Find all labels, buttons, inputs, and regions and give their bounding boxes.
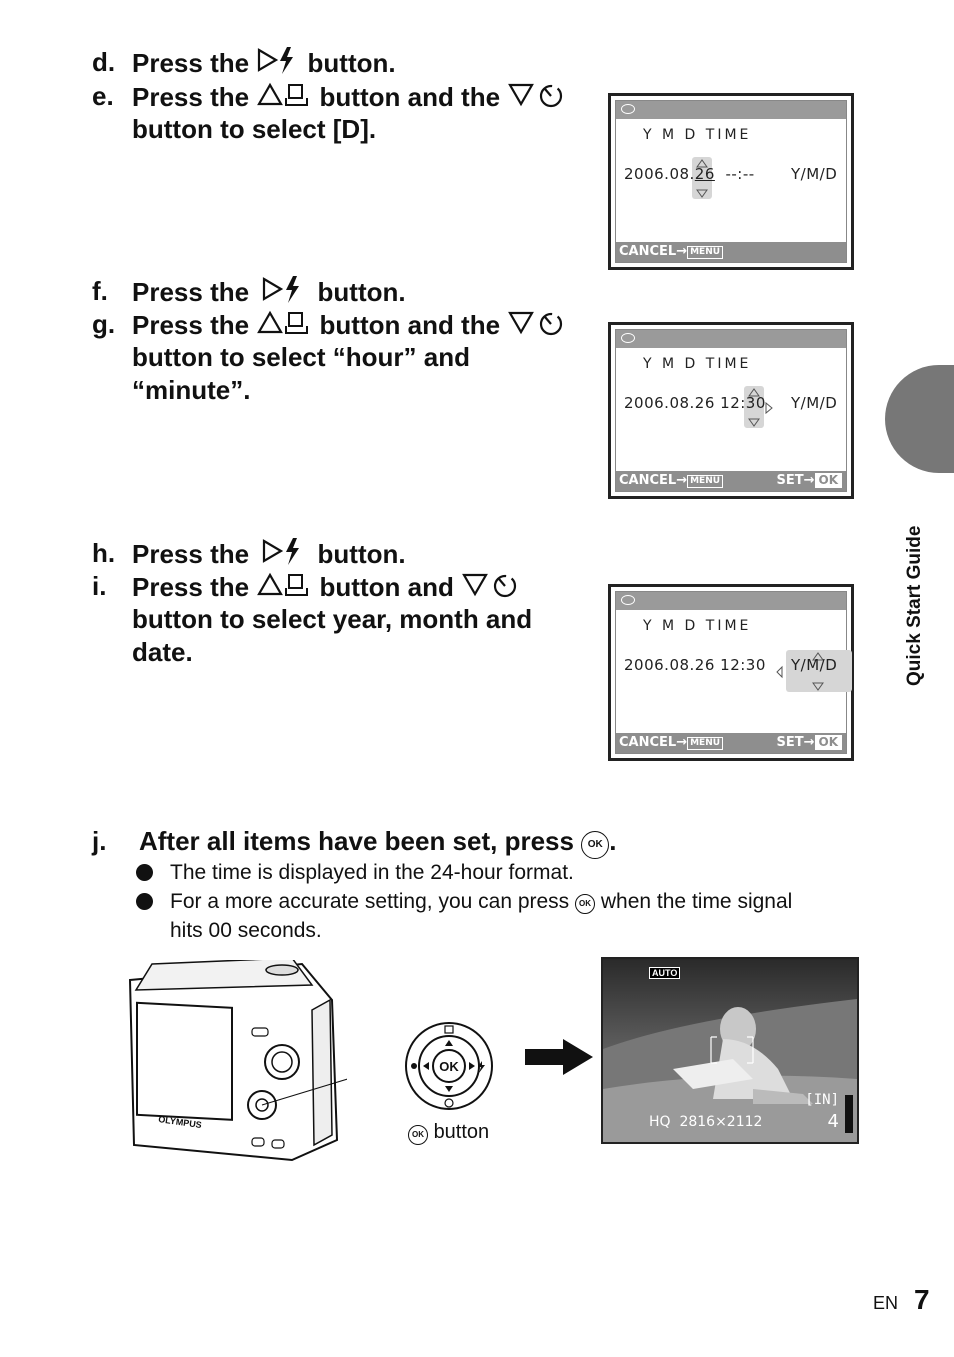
right-arrow-icon: [523, 1037, 595, 1077]
menu-label: MENU: [687, 475, 723, 488]
step-text: .: [609, 826, 617, 856]
step-text: Press the: [132, 572, 250, 602]
menu-label: MENU: [687, 246, 723, 259]
ok-button-caption: [408, 1121, 489, 1145]
clock-icon: [621, 595, 635, 605]
button-caption: button: [433, 1121, 490, 1143]
step-letter: g.: [92, 309, 116, 339]
minute-value: 30: [745, 394, 766, 412]
step-letter: e.: [92, 81, 114, 111]
up-print-button-icon: [256, 570, 312, 600]
step-text: “minute”.: [132, 375, 251, 405]
down-selftimer-button-icon: [507, 80, 565, 110]
up-print-button-icon: [256, 80, 312, 110]
step-letter: j.: [92, 826, 107, 856]
ok-label: OK: [439, 1059, 459, 1074]
right-flash-button-icon: [256, 275, 310, 305]
cancel-label: CANCEL: [619, 244, 677, 259]
language-label: EN: [873, 1293, 899, 1313]
step-text: Press the: [132, 310, 250, 340]
step-text: button and the: [319, 310, 501, 340]
lcd-screen-date-day: Y M D TIME 2006.08.26 --:-- Y/M/D CANCEL→ MENU: [608, 93, 854, 270]
right-flash-button-icon: [256, 46, 300, 76]
bullet-text: The time is displayed in the 24-hour format.: [170, 861, 574, 884]
down-selftimer-button-icon: [507, 308, 565, 338]
clock-icon: [621, 333, 635, 343]
lcd-screen-hour-minute: Y M D TIME 2006.08.26 12:30 Y/M/D CANCEL→ MENU SET→ OK: [608, 322, 854, 499]
lcd-screen-format: Y M D TIME 2006.08.26 12:30 Y/M/D CANCEL→ MENU SET→ OK: [608, 584, 854, 761]
bullet-text: [170, 887, 792, 916]
step-text: button and: [319, 572, 454, 602]
screen-header: Y M D TIME: [643, 618, 752, 634]
set-label: SET: [776, 735, 804, 750]
step-text: Press the: [132, 539, 250, 569]
format-value: Y/M/D: [791, 165, 838, 183]
step-text: After all items have been set, press: [139, 826, 574, 856]
shots-remaining: 4: [827, 1111, 839, 1132]
right-flash-button-icon: [256, 537, 310, 567]
cancel-label: CANCEL: [619, 735, 677, 750]
format-value: Y/M/D: [791, 656, 838, 674]
date-time-value: 2006.08.26 12:: [624, 394, 746, 412]
step-text: button and the: [319, 82, 501, 112]
ok-button-icon: OK: [581, 831, 609, 859]
step-letter: d.: [92, 47, 116, 77]
step-text: date.: [132, 637, 193, 667]
up-print-button-icon: [256, 308, 312, 338]
day-value: 26: [694, 165, 715, 183]
camera-illustration: [122, 960, 347, 1165]
page-number: 7: [914, 1284, 930, 1315]
bullet-icon: [136, 893, 153, 910]
side-tab: [885, 365, 954, 473]
set-label: SET: [776, 473, 804, 488]
ok-label: OK: [815, 473, 843, 488]
step-text: button to select year, month and: [132, 604, 533, 634]
camera-live-view: [601, 957, 859, 1144]
bullet-text-part: For a more accurate setting, you can press: [170, 890, 570, 913]
cancel-label: CANCEL: [619, 473, 677, 488]
ok-button-icon: OK: [408, 1125, 428, 1145]
time-value: --:--: [725, 165, 755, 183]
step-letter: h.: [92, 538, 116, 568]
step-text: button to select “hour” and: [132, 342, 470, 372]
brand-logo: OLYMPUS: [157, 1114, 203, 1131]
step-text: Press the: [132, 82, 250, 112]
bullet-text-part: when the time signal: [600, 890, 793, 913]
date-time-value: 2006.08.26 12:30: [624, 656, 766, 674]
screen-header: Y M D TIME: [643, 127, 752, 143]
step-text: button.: [317, 539, 406, 569]
screen-header: Y M D TIME: [643, 356, 752, 372]
clock-icon: [621, 104, 635, 114]
menu-label: MENU: [687, 737, 723, 750]
battery-icon: [845, 1095, 853, 1133]
ok-dial-closeup: [404, 1021, 494, 1111]
step-text: Press the: [132, 48, 250, 78]
step-text: button.: [307, 48, 396, 78]
step-text: button.: [317, 277, 406, 307]
image-quality: HQ 2816×2112: [649, 1114, 763, 1130]
down-selftimer-button-icon: [461, 570, 519, 600]
step-letter: i.: [92, 571, 107, 601]
date-value: 2006.08.: [624, 165, 695, 183]
step-text: button to select [D].: [132, 114, 377, 144]
ok-button-icon: OK: [575, 894, 595, 914]
step-text: Press the: [132, 277, 250, 307]
step-letter: f.: [92, 276, 108, 306]
auto-mode-icon: AUTO: [649, 967, 680, 979]
bullet-text: hits 00 seconds.: [170, 919, 322, 942]
ok-label: OK: [815, 735, 843, 750]
bullet-icon: [136, 864, 153, 881]
memory-indicator: [IN]: [805, 1092, 839, 1108]
side-tab-label: Quick Start Guide: [904, 525, 925, 686]
format-value: Y/M/D: [791, 394, 838, 412]
